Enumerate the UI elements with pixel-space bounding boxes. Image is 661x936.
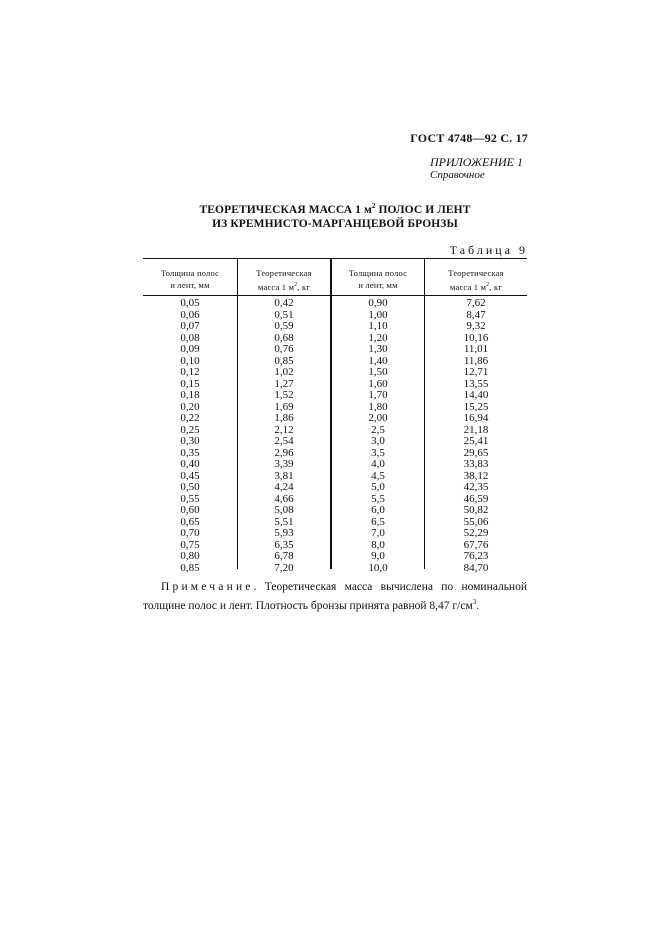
table-cell: 0,85 (274, 354, 294, 367)
table-cell: 0,07 (180, 320, 200, 332)
header-c3-line2: и лент, мм (358, 280, 398, 290)
table-cell: 2,00 (368, 412, 388, 424)
table-header-rule (143, 295, 527, 296)
table-cell: 67,76 (463, 538, 489, 551)
table-cell: 1,30 (368, 343, 388, 355)
header-c3-line1: Толщина полос (348, 268, 408, 278)
title-line1-part2: ПОЛОС И ЛЕНТ (375, 203, 471, 216)
title-sup: 2 (371, 202, 376, 210)
table-cell: 0,09 (180, 343, 200, 355)
table-cell: 8,47 (466, 308, 486, 321)
table-cell: 1,86 (274, 412, 294, 424)
title-line1-part1: ТЕОРЕТИЧЕСКАЯ МАССА 1 м (199, 203, 372, 216)
table-cell: 0,42 (274, 297, 294, 309)
table-cell: 0,06 (180, 308, 200, 321)
table-cell: 1,00 (368, 308, 388, 321)
header-thickness-1 (143, 267, 237, 291)
table-cell: 0,40 (180, 458, 200, 470)
table-cell: 6,5 (371, 515, 385, 528)
table-cell: 5,93 (274, 527, 294, 539)
table-cell: 0,59 (274, 320, 294, 332)
header-thickness-2 (332, 267, 424, 291)
header-mass-1 (238, 267, 330, 293)
table-cell: 16,94 (463, 412, 489, 424)
column-mass-2 (425, 298, 527, 574)
table-cell: 5,51 (274, 515, 294, 528)
table-cell: 0,30 (180, 435, 200, 447)
table-cell: 0,90 (368, 297, 388, 309)
table-cell: 21,18 (463, 423, 489, 436)
header-mass-2 (425, 267, 527, 293)
table-cell: 0,51 (274, 308, 294, 321)
table-cell: 3,0 (371, 435, 385, 447)
table-cell: 10,16 (463, 331, 489, 344)
table-cell: 0,15 (180, 377, 200, 390)
table-cell: 0,05 (180, 297, 200, 309)
table-label: Таблица 9 (449, 243, 528, 257)
table-cell: 11,86 (463, 354, 489, 367)
table-cell: 7,0 (371, 527, 385, 539)
table-cell: 1,27 (274, 377, 294, 390)
table-cell: 1,40 (368, 354, 388, 367)
table-cell: 1,80 (368, 400, 388, 413)
table-cell: 0,20 (180, 400, 200, 413)
table-cell: 0,08 (180, 331, 200, 344)
header-c4-sup: 2 (486, 282, 490, 288)
table-cell: 7,62 (466, 297, 486, 309)
table-cell: 0,70 (180, 527, 200, 539)
table-cell: 2,54 (274, 435, 294, 447)
appendix-title: ПРИЛОЖЕНИЕ 1 (430, 155, 523, 169)
table-cell: 11,01 (463, 343, 489, 355)
table-cell: 25,41 (463, 435, 489, 447)
table-cell: 76,23 (463, 550, 489, 562)
table-cell: 5,08 (274, 504, 294, 516)
header-c2-line1: Теоретическая (256, 268, 312, 278)
table-cell: 0,76 (274, 343, 294, 355)
column-thickness-2 (332, 298, 424, 574)
table-cell: 0,55 (180, 492, 200, 505)
table-cell: 14,40 (463, 389, 489, 401)
table-cell: 4,0 (371, 458, 385, 470)
table-cell: 2,5 (371, 423, 385, 436)
table-cell: 0,22 (180, 412, 200, 424)
table-cell: 1,52 (274, 389, 294, 401)
table-cell: 1,10 (368, 320, 388, 332)
table-cell: 4,66 (274, 492, 294, 505)
note-end: . (476, 599, 480, 612)
column-mass-1 (238, 298, 330, 574)
table-cell: 5,0 (371, 481, 385, 493)
table-cell: 2,12 (274, 423, 294, 436)
table-cell: 1,50 (368, 366, 388, 378)
header-c4-line1: Теоретическая (448, 268, 504, 278)
table-cell: 2,96 (274, 446, 294, 459)
table-cell: 0,25 (180, 423, 200, 436)
table-cell: 8,0 (371, 538, 385, 551)
table-cell: 4,24 (274, 481, 294, 493)
table-cell: 9,0 (371, 550, 385, 562)
table-cell: 3,39 (274, 458, 294, 470)
table-cell: 3,81 (274, 469, 294, 482)
table-cell: 84,70 (463, 561, 489, 574)
table-cell: 1,69 (274, 400, 294, 413)
note-sup: 3 (472, 597, 477, 606)
table-cell: 0,85 (180, 561, 200, 574)
table-cell: 1,60 (368, 377, 388, 390)
title-line2: ИЗ КРЕМНИСТО-МАРГАНЦЕВОЙ БРОНЗЫ (212, 217, 458, 230)
table-cell: 0,60 (180, 504, 200, 516)
table-cell: 0,45 (180, 469, 200, 482)
table-cell: 52,29 (463, 527, 489, 539)
table-cell: 6,35 (274, 538, 294, 551)
table-cell: 5,5 (371, 492, 385, 505)
table-cell: 9,32 (466, 320, 486, 332)
document-header: ГОСТ 4748—92 С. 17 (410, 131, 528, 145)
table-cell: 42,35 (463, 481, 489, 493)
header-c2-line2a: масса 1 м (257, 281, 295, 292)
table-cell: 50,82 (463, 504, 489, 516)
table-cell: 29,65 (463, 446, 489, 459)
table-cell: 0,35 (180, 446, 200, 459)
table-cell: 0,80 (180, 550, 200, 562)
table-cell: 4,5 (371, 469, 385, 482)
table-cell: 0,65 (180, 515, 200, 528)
table-cell: 12,71 (463, 366, 489, 378)
note-text: . Теоретическая масса вычислена по номинальной толщине полос и лент. Плотность бронзы принята равной 8,47 г/см (143, 581, 527, 612)
table-cell: 6,0 (371, 504, 385, 516)
table-cell: 1,70 (368, 389, 388, 401)
header-c1-line2: и лент, мм (170, 280, 210, 290)
table-cell: 3,5 (371, 446, 385, 459)
appendix-note: Справочное (430, 169, 485, 181)
table-cell: 0,68 (274, 331, 294, 344)
table-cell: 15,25 (463, 400, 489, 413)
header-c2-line2b: , кг (297, 281, 311, 292)
table-cell: 46,59 (463, 492, 489, 505)
header-c4-line2b: , кг (489, 281, 503, 292)
table-cell: 10,0 (368, 561, 388, 574)
table-cell: 1,20 (368, 331, 388, 344)
column-thickness-1 (143, 298, 237, 574)
header-c2-sup: 2 (294, 282, 298, 288)
appendix-block (430, 156, 523, 182)
table-cell: 55,06 (463, 515, 489, 528)
table-cell: 0,18 (180, 389, 200, 401)
note-label: Примечание (161, 581, 254, 593)
header-c4-line2a: масса 1 м (449, 281, 487, 292)
table-cell: 6,78 (274, 550, 294, 562)
table-top-rule (143, 258, 527, 259)
table-cell: 33,83 (463, 458, 489, 470)
table-cell: 0,10 (180, 354, 200, 367)
table-cell: 1,02 (274, 366, 294, 378)
table-cell: 7,20 (274, 561, 294, 574)
table-cell: 13,55 (463, 377, 489, 390)
table-cell: 0,50 (180, 481, 200, 493)
table-cell: 38,12 (463, 469, 489, 482)
page-title (145, 199, 525, 231)
header-c1-line1: Толщина полос (160, 268, 220, 278)
table-cell: 0,12 (180, 366, 200, 378)
table-note (143, 580, 527, 613)
table-cell: 0,75 (180, 538, 200, 551)
